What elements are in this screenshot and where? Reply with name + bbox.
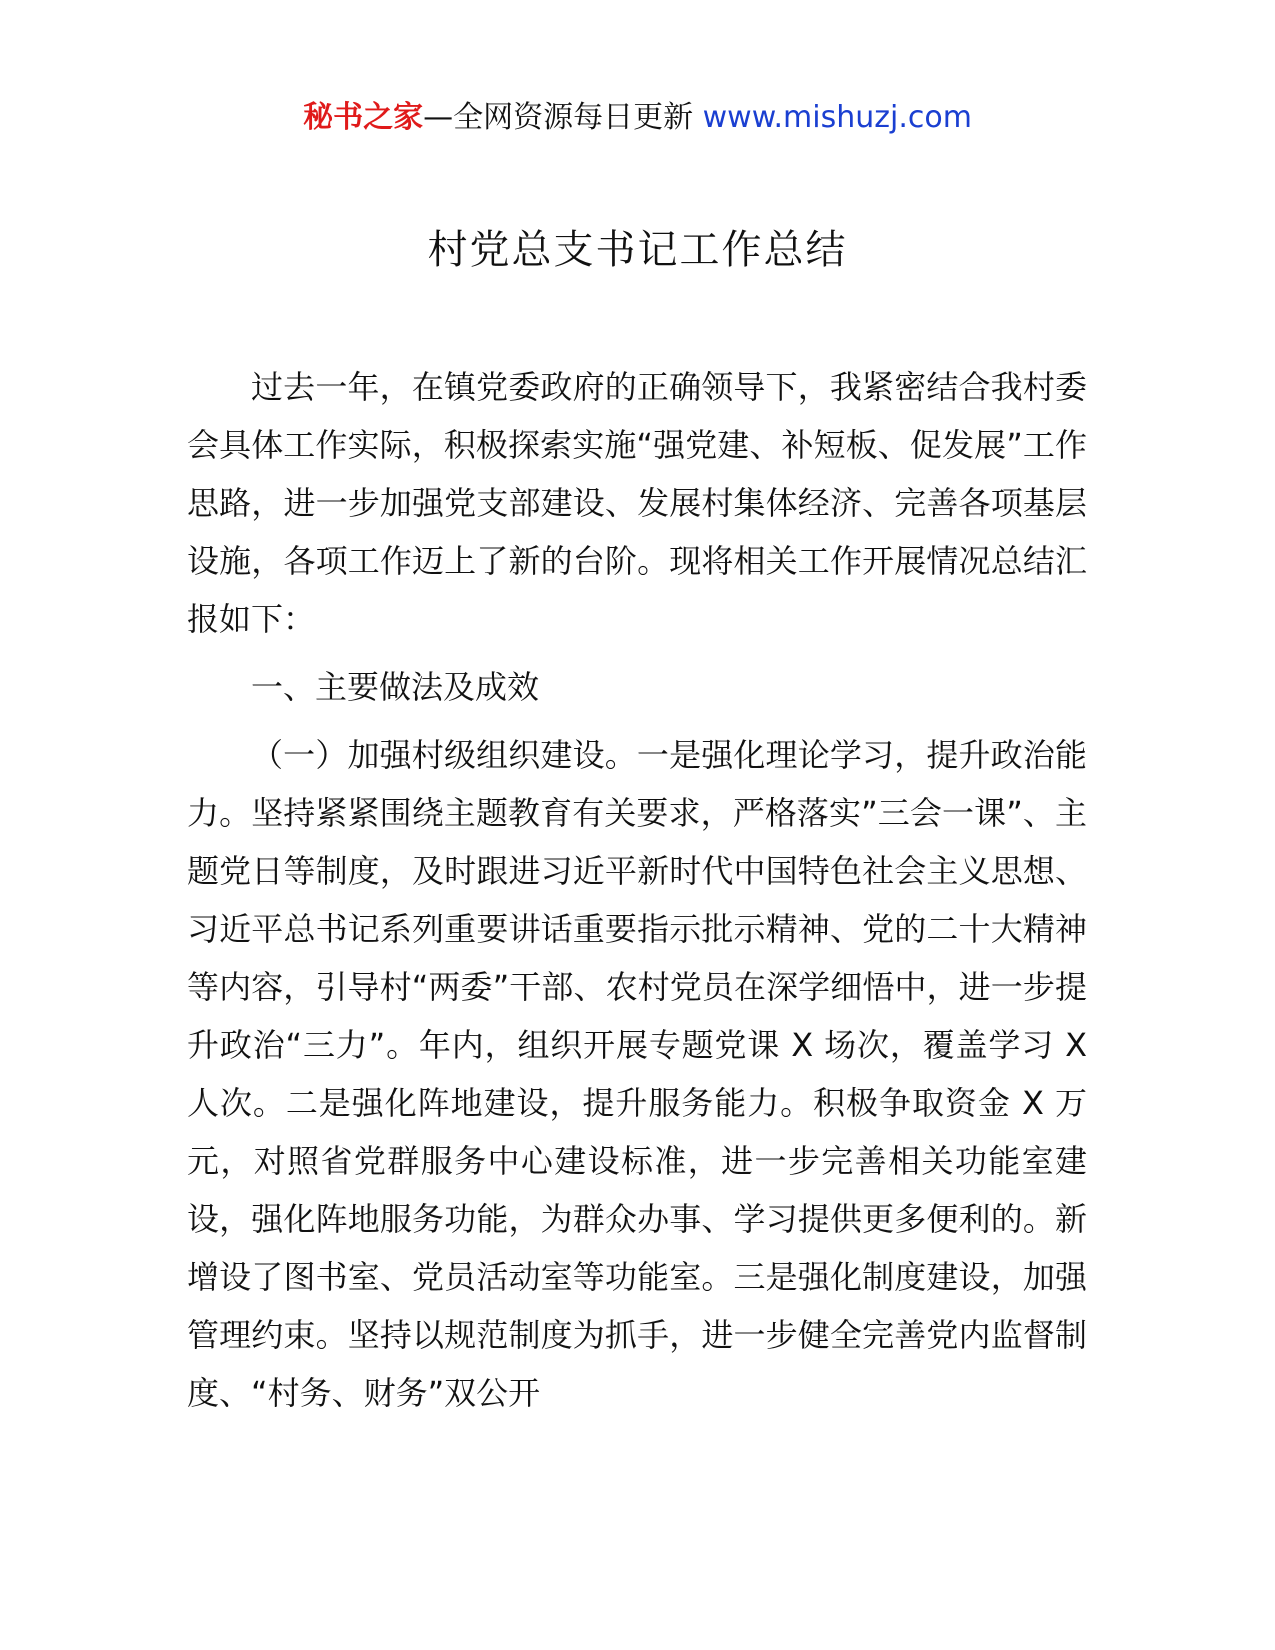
site-tagline: —全网资源每日更新 (423, 100, 694, 135)
document-title: 村党总支书记工作总结 (427, 227, 848, 273)
section-heading: 一、主要做法及成效 (251, 668, 540, 706)
site-brand: 秘书之家 (303, 100, 424, 135)
document-body (187, 358, 1087, 1422)
site-url-link[interactable]: www.mishuzj.com (702, 100, 972, 135)
section-paragraph: （一）加强村级组织建设。一是强化理论学习，提升政治能力。坚持紧紧围绕主题教育有关要求，严格落实”三会一课”、主题党日等制度，及时跟进习近平新时代中国特色社会主义思想、习近平总书记系列重要讲话重要指示批示精神、党的二十大精神等内容，引导村“两委”干部、农村党员在深学细悟中，进一步提升政治“三力”。年内，组织开展专题党课 X 场次，覆盖学习 X 人次。二是强化阵地建设，提升服务能力。积极争取资金 X 万元，对照省党群服务中心建设标准，进一步完善相关功能室建设，强化阵地服务功能，为群众办事、学习提供更多便利的。新增设了图书室、党员活动室等功能室。三是强化制度建设，加强管理约束。坚持以规范制度为抓手，进一步健全完善党内监督制度、“村务、财务”双公开 (187, 736, 1087, 1412)
site-header (0, 98, 1275, 138)
intro-paragraph: 过去一年，在镇党委政府的正确领导下，我紧密结合我村委会具体工作实际，积极探索实施“强党建、补短板、促发展”工作思路，进一步加强党支部建设、发展村集体经济、完善各项基层设施，各项工作迈上了新的台阶。现将相关工作开展情况总结汇报如下： (187, 368, 1087, 638)
